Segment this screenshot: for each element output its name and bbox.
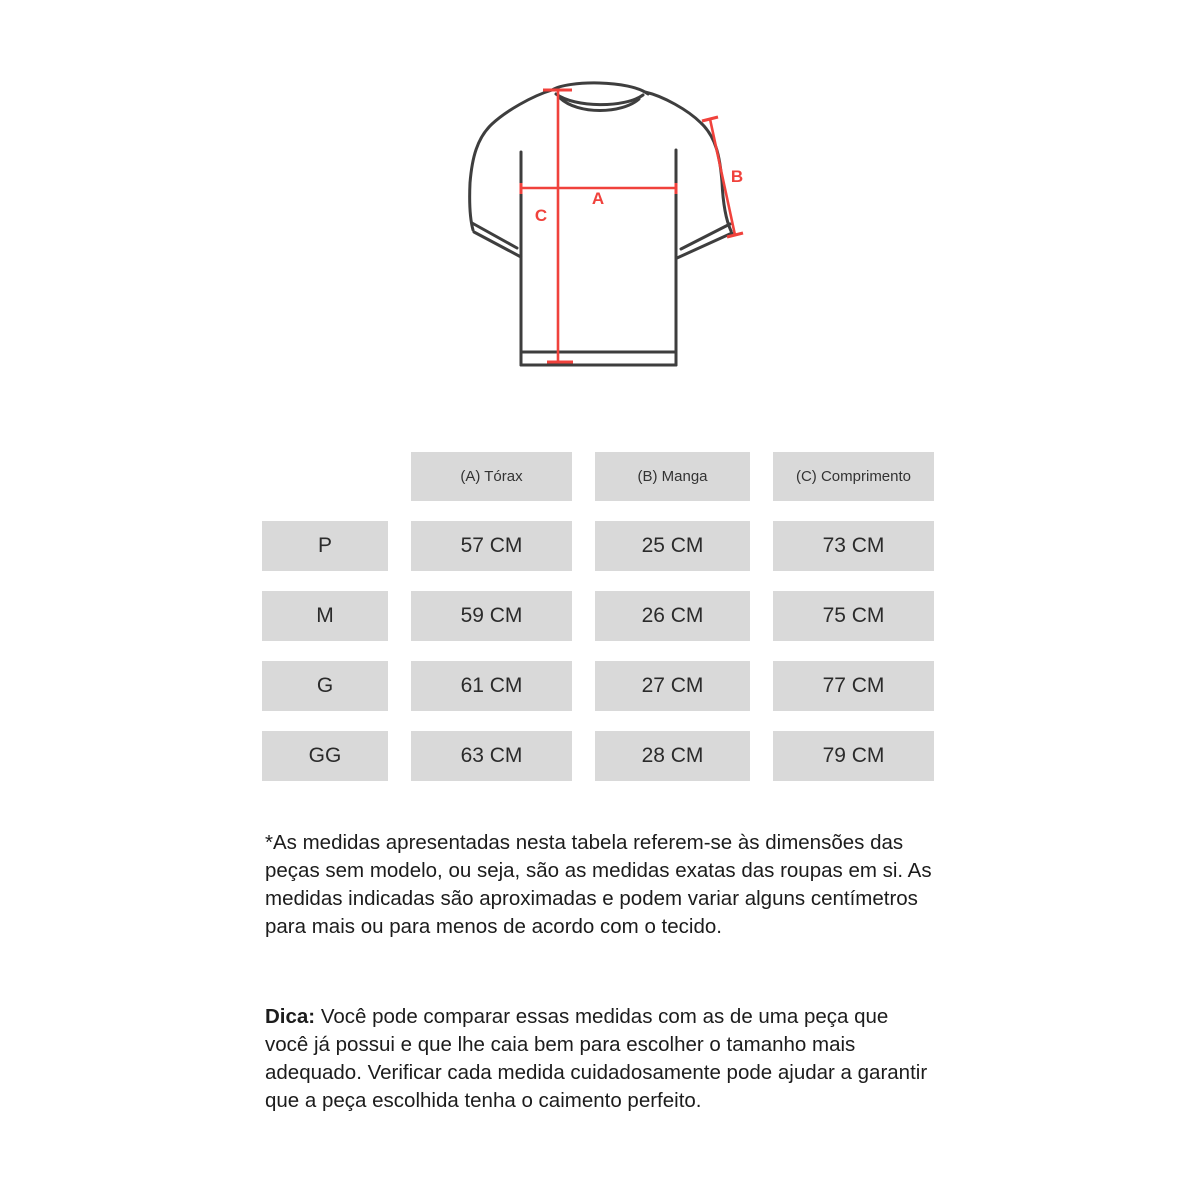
tip-note [265, 1003, 937, 1115]
manga-value-g: 27 CM [595, 661, 750, 711]
tshirt-outline [470, 83, 732, 365]
comprimento-value-g: 77 CM [773, 661, 934, 711]
size-label-m: M [262, 591, 388, 641]
tshirt-diagram-svg [430, 55, 770, 395]
measure-b-top-tick [702, 117, 718, 121]
measure-a-label: A [591, 189, 605, 208]
measure-b-label: B [730, 167, 744, 186]
table-corner-cell [262, 452, 388, 501]
measure-c-label: C [534, 206, 548, 225]
comprimento-value-m: 75 CM [773, 591, 934, 641]
comprimento-value-p: 73 CM [773, 521, 934, 571]
torax-value-g: 61 CM [411, 661, 572, 711]
manga-value-p: 25 CM [595, 521, 750, 571]
comprimento-value-gg: 79 CM [773, 731, 934, 781]
torax-value-m: 59 CM [411, 591, 572, 641]
manga-value-m: 26 CM [595, 591, 750, 641]
collar-top-line [552, 83, 648, 94]
column-header-comprimento: (C) Comprimento [773, 452, 934, 501]
column-header-manga: (B) Manga [595, 452, 750, 501]
size-label-p: P [262, 521, 388, 571]
torax-value-gg: 63 CM [411, 731, 572, 781]
size-table [262, 452, 934, 781]
measurement-lines [521, 90, 743, 362]
measurements-note: *As medidas apresentadas nesta tabela referem-se às dimensões das peças sem modelo, ou seja, são as medidas exatas das roupas em si. As medidas indicadas são aproximadas e podem variar alguns centímetros para mais ou para menos de acordo com o tecido. [265, 830, 932, 938]
size-label-g: G [262, 661, 388, 711]
tip-text: Você pode comparar essas medidas com as de uma peça que você já possui e que lhe caia bem para escolher o tamanho mais adequado. Verificar cada medida cuidadosamente pode ajudar a garantir que a peça escolhida tenha o caimento perfeito. [265, 1004, 928, 1112]
manga-value-gg: 28 CM [595, 731, 750, 781]
size-label-gg: GG [262, 731, 388, 781]
torax-value-p: 57 CM [411, 521, 572, 571]
column-header-torax: (A) Tórax [411, 452, 572, 501]
tip-label: Dica: [265, 1004, 316, 1028]
tshirt-measurement-diagram [430, 55, 770, 395]
